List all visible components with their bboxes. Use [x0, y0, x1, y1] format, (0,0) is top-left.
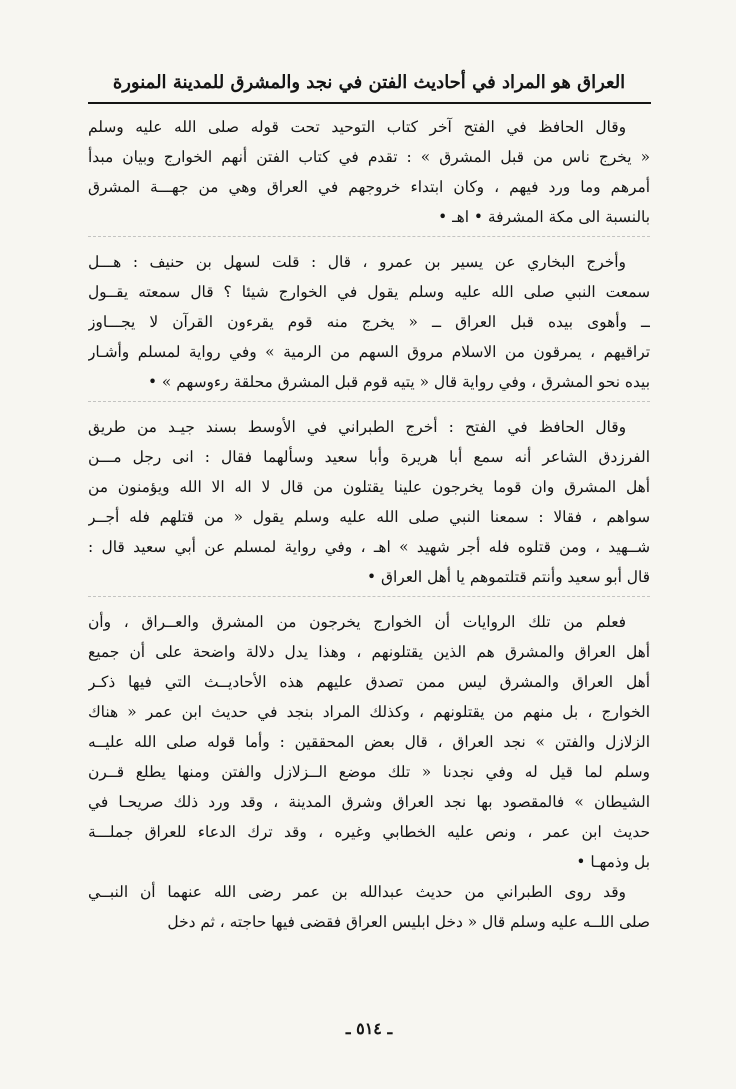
text-line: الزلازل والفتن » نجد العراق ، قال بعض المحققين : وأما قوله صلى الله عليــه — [88, 733, 650, 751]
header-rule — [88, 102, 651, 104]
text-line: ــ وأهوى بيده قبل العراق ــ « يخرج منه قوم يقرءون القرآن لا يجـــاوز — [88, 313, 650, 331]
paragraph-separator — [88, 401, 650, 402]
text-line: الشيطان » فالمقصود بها نجد العراق وشرق المدينة ، وقد ورد ذلك صريحـا في — [88, 793, 650, 811]
paragraph — [88, 247, 650, 397]
text-line: أهل المشرق وان قوما يخرجون علينا يقتلون من قال لا اله الا الله ويؤمنون من — [88, 478, 650, 496]
text-line: بالنسبة الى مكة المشرفة • اهـ • — [438, 208, 650, 226]
text-line: قال أبو سعيد وأنتم قتلتموهم يا أهل العراق • — [367, 568, 650, 586]
text-line: وقال الحافظ في الفتح آخر كتاب التوحيد تحت قوله صلى الله عليه وسلم — [88, 118, 626, 136]
paragraph-separator — [88, 236, 650, 237]
text-line: صلى اللــه عليه وسلم قال « دخل ابليس العراق فقضى فيها حاجته ، ثم دخل — [167, 913, 650, 931]
text-line: أهل العراق والمشرق ليس ممن تصدق عليهم هذه الأحاديــث التي فيها ذكـر — [88, 673, 650, 691]
text-line: حديث ابن عمر ، ونص عليه الخطابي وغيره ، وقد ترك الدعاء للعراق جملـــة — [88, 823, 650, 841]
running-header: العراق هو المراد في أحاديث الفتن في نجد والمشرق للمدينة المنورة — [112, 72, 626, 93]
text-line: أمرهم وما ورد فيهم ، وكان ابتداء خروجهم في العراق وهي من جهـــة المشرق — [88, 178, 650, 196]
text-line: سواهم ، فقالا : سمعنا النبي صلى الله عليه وسلم يقول « من قتلهم فله أجــر — [88, 508, 650, 526]
text-line: الفرزدق الشاعر أنه سمع أبا هريرة وأبا سعيد وسألهما فقال : انى رجل مـــن — [88, 448, 650, 466]
paragraph — [88, 112, 650, 232]
text-line: وقال الحافظ في الفتح : أخرج الطبراني في الأوسط بسند جيـد من طريق — [88, 418, 626, 436]
text-line: الخوارج ، بل منهم من يقتلونهم ، وكذلك المراد بنجد في حديث ابن عمر « هناك — [88, 703, 650, 721]
text-line: سمعت النبي صلى الله عليه وسلم يقول في الخوارج شيئا ؟ قال سمعته يقــول — [88, 283, 650, 301]
text-line: أهل العراق والمشرق هم الذين يقتلونهم ، وهذا يدل دلالة واضحة على أن جميع — [88, 643, 650, 661]
paragraph — [88, 877, 650, 937]
text-line: بيده نحو المشرق ، وفي رواية قال « يتيه قوم قبل المشرق محلقة رءوسهم » • — [147, 373, 650, 391]
text-line: « يخرج ناس من قبل المشرق » : تقدم في كتاب الفتن أنهم الخوارج وبيان مبدأ — [88, 148, 650, 166]
page-body — [88, 112, 650, 937]
text-line: فعلم من تلك الروايات أن الخوارج يخرجون من المشرق والعــراق ، وأن — [88, 613, 626, 631]
paragraph-separator — [88, 596, 650, 597]
text-line: وقد روى الطبراني من حديث عبدالله بن عمر رضى الله عنهما أن النبــي — [88, 883, 626, 901]
text-line: بل وذمهـا • — [576, 853, 650, 871]
paragraph — [88, 412, 650, 592]
text-line: وسلم لما قيل له وفي نجدنا « تلك موضع الــزلازل والفتن ومنها يطلع قــرن — [88, 763, 650, 781]
paragraph — [88, 607, 650, 877]
page-number: ـ ٥١٤ ـ — [345, 1019, 393, 1038]
text-line: شــهيد ، ومن قتلوه فله أجر شهيد » اهـ ، وفي رواية لمسلم عن أبي سعيد قال : — [88, 538, 650, 556]
text-line: تراقيهم ، يمرقون من الاسلام مروق السهم من الرمية » وفي رواية لمسلم وأشـار — [88, 343, 650, 361]
text-line: وأخرج البخاري عن يسير بن عمرو ، قال : قلت لسهل بن حنيف : هـــل — [88, 253, 626, 271]
